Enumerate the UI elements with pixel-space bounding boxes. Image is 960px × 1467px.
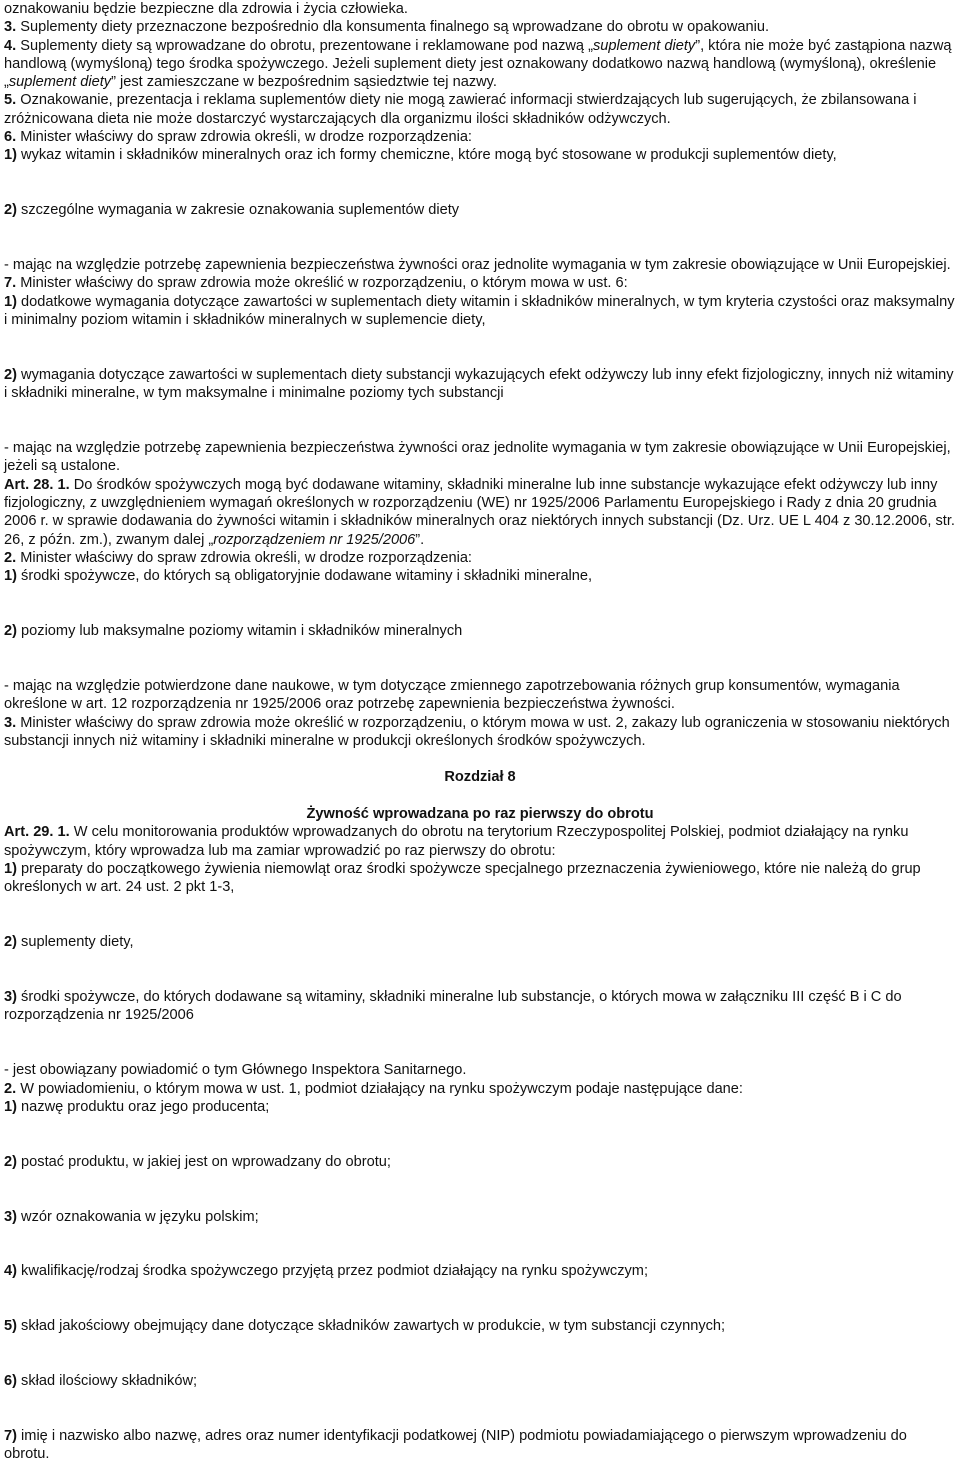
list-item: 3) wzór oznakowania w języku polskim; [4,1208,259,1225]
paragraph: - jest obowiązany powiadomić o tym Głównego Inspektora Sanitarnego. [4,1062,467,1079]
list-item: 1) preparaty do początkowego żywienia niemowląt oraz środki spożywcze specjalnego przeznaczenia żywieniowego, które nie należą do grup określonych w art. 24 ust. 2 pkt 1-3, [4,860,921,896]
list-item: 4) kwalifikację/rodzaj środka spożywczego przyjętą przez podmiot działający na rynku spożywczym; [4,1263,649,1280]
paragraph: 3. Minister właściwy do spraw zdrowia może określić w rozporządzeniu, o którym mowa w ust. 2, zakazy lub ograniczenia w stosowaniu niektórych substancji innych niż witaminy i składniki mineralne w produkcji określonych środków spożywczych. [4,714,950,749]
list-item: 2) poziomy lub maksymalne poziomy witamin i składników mineralnych [4,623,463,640]
list-item: 1) dodatkowe wymagania dotyczące zawartości w suplementach diety witamin i składników mineralnych, w tym kryteria czystości oraz maksymalny i minimalny poziom witamin i składników mineralnych w suplemencie diety, [4,293,955,329]
paragraph-number: 5. [4,92,17,109]
list-item: 5) skład jakościowy obejmujący dane dotyczące składników zawartych w produkcie, w tym substancji czynnych; [4,1318,726,1335]
list-item: 2) suplementy diety, [4,934,134,951]
paragraph-number: 7. [4,275,17,292]
article-number: Art. 29. 1. [4,824,70,841]
list-item: 6) skład ilościowy składników; [4,1373,198,1390]
paragraph: 3. Suplementy diety przeznaczone bezpośrednio dla konsumenta finalnego są wprowadzane do obrotu w opakowaniu. [4,19,770,36]
paragraph: - mając na względzie potrzebę zapewnienia bezpieczeństwa żywności oraz jednolite wymagania w tym zakresie obowiązujące w Unii Europejskiej, jeżeli są ustalone. [4,440,951,475]
paragraph: - mając na względzie potrzebę zapewnienia bezpieczeństwa żywności oraz jednolite wymagania w tym zakresie obowiązujące w Unii Europejskiej. [4,257,951,274]
article: Art. 28. 1. Do środków spożywczych mogą być dodawane witaminy, składniki mineralne lub inne substancje wykazujące efekt odżywczy lub inny fizjologiczny, z uwzględnieniem wymagań określonych w rozporządzeniu (WE) nr 1925/2006 Parlamentu Europejskiego i Rady z dnia 20 grudnia 2006 r. w sprawie dodawania do żywności witamin i składników mineralnych oraz niektórych innych substancji (Dz. Urz. UE L 404 z 30.12.2006, str. 26, z późn. zm.), zwanym dalej „rozporządzeniem nr 1925/2006”. [4,476,955,548]
list-item: 2) szczególne wymagania w zakresie oznakowania suplementów diety [4,202,460,219]
paragraph: oznakowaniu będzie bezpieczne dla zdrowia i życia człowieka. [4,1,408,17]
article-number: Art. 28. 1. [4,476,70,493]
list-item: 2) wymagania dotyczące zawartości w suplementach diety substancji wykazujących efekt odżywczy lub inny efekt fizjologiczny, innych niż witaminy i składniki mineralne, w tym maksymalne i minimalne poziomy tych substancji [4,366,954,402]
paragraph-number: 4. [4,37,17,54]
list-item: 2) postać produktu, w jakiej jest on wprowadzany do obrotu; [4,1153,391,1170]
chapter-title: Żywność wprowadzana po raz pierwszy do obrotu [306,806,654,823]
paragraph-number: 3. [4,714,17,731]
list-item: 1) wykaz witamin i składników mineralnych oraz ich formy chemiczne, które mogą być stosowane w produkcji suplementów diety, [4,147,837,164]
paragraph-number: 2. [4,549,17,566]
paragraph-number: 2. [4,1080,17,1097]
list-item: 3) środki spożywcze, do których dodawane są witaminy, składniki mineralne lub substancje, o których mowa w załączniku III część B i C do rozporządzenia nr 1925/2006 [4,989,902,1024]
list-item: 7) imię i nazwisko albo nazwę, adres oraz numer identyfikacji podatkowej (NIP) podmiotu powiadamiającego o pierwszym wprowadzeniu do obrotu. [4,1428,907,1463]
paragraph: 2. Minister właściwy do spraw zdrowia określi, w drodze rozporządzenia: [4,549,472,566]
paragraph-number: 6. [4,129,17,146]
paragraph: 7. Minister właściwy do spraw zdrowia może określić w rozporządzeniu, o którym mowa w ust. 6: [4,275,628,292]
chapter-heading: Rozdział 8 [444,769,516,786]
list-item: 1) środki spożywcze, do których są obligatoryjnie dodawane witaminy i składniki mineralne, [4,568,593,585]
article: Art. 29. 1. W celu monitorowania produktów wprowadzanych do obrotu na terytorium Rzeczypospolitej Polskiej, podmiot działający na rynku spożywczym, który wprowadza lub ma zamiar wprowadzić po raz pierwszy do obrotu: [4,824,909,859]
paragraph: - mając na względzie potwierdzone dane naukowe, w tym dotyczące zmiennego zapotrzebowania różnych grup konsumentów, wymagania określone w art. 12 rozporządzenia nr 1925/2006 oraz potrzebę zapewnienia bezpieczeństwa żywności. [4,677,900,713]
list-item: 1) nazwę produktu oraz jego producenta; [4,1098,270,1115]
paragraph: 4. Suplementy diety są wprowadzane do obrotu, prezentowane i reklamowane pod nazwą „suplement diety”, która nie może być zastąpiona nazwą handlową (wymyśloną) tego środka spożywczego. Jeżeli suplement diety jest oznakowany dodatkowo nazwą handlową (wymyśloną), określenie „suplement diety” jest zamieszczane w bezpośrednim sąsiedztwie tej nazwy. [4,37,952,91]
paragraph-number: 3. [4,19,17,36]
paragraph: 2. W powiadomieniu, o którym mowa w ust. 1, podmiot działający na rynku spożywczym podaje następujące dane: [4,1080,743,1097]
paragraph: 6. Minister właściwy do spraw zdrowia określi, w drodze rozporządzenia: [4,129,472,146]
paragraph: 5. Oznakowanie, prezentacja i reklama suplementów diety nie mogą zawierać informacji stwierdzających lub sugerujących, że zbilansowana i zróżnicowana dieta nie może dostarczyć wystarczających dla organizmu ilości składników odżywczych. [4,92,917,127]
